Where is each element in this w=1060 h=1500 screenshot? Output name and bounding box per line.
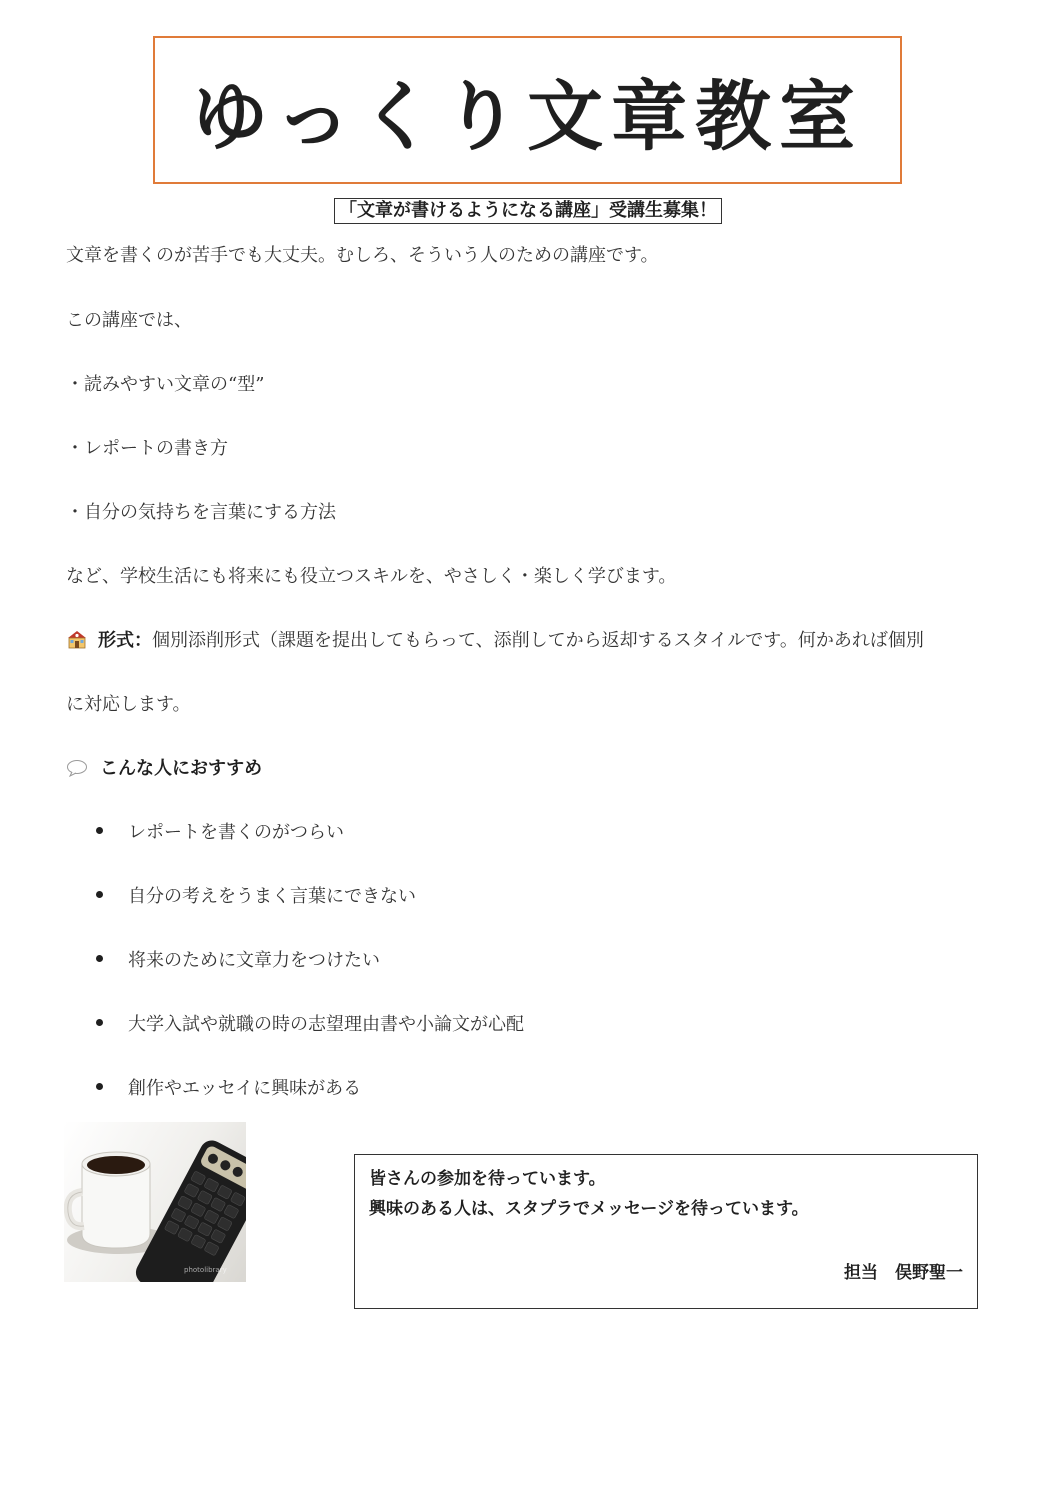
bullet-icon (96, 955, 103, 962)
list-item-text: 自分の考えをうまく言葉にできない (128, 886, 416, 907)
intro-list-item: ・自分の気持ちを言葉にする方法 (66, 502, 336, 523)
intro-line: など、学校生活にも将来にも役立つスキルを、やさしく・楽しく学びます。 (66, 566, 677, 587)
coffee-keyboard-photo (64, 1122, 246, 1282)
list-item-text: 将来のために文章力をつけたい (128, 950, 380, 971)
contact-signature: 担当 俣野聖一 (844, 1263, 963, 1283)
photo-watermark: photolibrary (184, 1266, 227, 1274)
title-box (153, 36, 902, 184)
format-label: 形式： (98, 630, 152, 651)
list-item (96, 885, 416, 909)
list-item (96, 949, 380, 973)
recommend-heading-row (66, 757, 262, 781)
format-text-cont: に対応します。 (66, 694, 191, 715)
list-item (96, 1013, 524, 1037)
bullet-icon (96, 1019, 103, 1026)
page-title: ゆっくり文章教室 (191, 71, 864, 161)
intro-list-item: ・レポートの書き方 (66, 438, 228, 459)
message-line: 皆さんの参加を待っています。 (369, 1169, 606, 1189)
format-line (66, 629, 924, 653)
format-text: 個別添削形式（課題を提出してもらって、添削してから返却するスタイルです。何かあれば個別 (152, 630, 924, 651)
subtitle: 「文章が書けるようになる講座」受講生募集！ (334, 198, 722, 224)
bullet-icon (96, 827, 103, 834)
intro-line: 文章を書くのが苦手でも大丈夫。むしろ、そういう人のための講座です。 (66, 245, 659, 266)
bullet-icon (96, 891, 103, 898)
list-item-text: レポートを書くのがつらい (128, 822, 344, 843)
list-item-text: 大学入試や就職の時の志望理由書や小論文が心配 (128, 1014, 524, 1035)
speech-bubble-icon (66, 759, 88, 777)
list-item (96, 1077, 361, 1101)
intro-list-item: ・読みやすい文章の“型” (66, 374, 265, 395)
intro-line: この講座では、 (66, 310, 192, 331)
recommend-heading: こんな人におすすめ (100, 758, 263, 779)
bullet-icon (96, 1083, 103, 1090)
message-box (354, 1154, 978, 1309)
school-icon (66, 629, 88, 649)
list-item (96, 821, 344, 845)
list-item-text: 創作やエッセイに興味がある (128, 1078, 362, 1099)
message-line: 興味のある人は、スタプラでメッセージを待っています。 (369, 1199, 809, 1219)
